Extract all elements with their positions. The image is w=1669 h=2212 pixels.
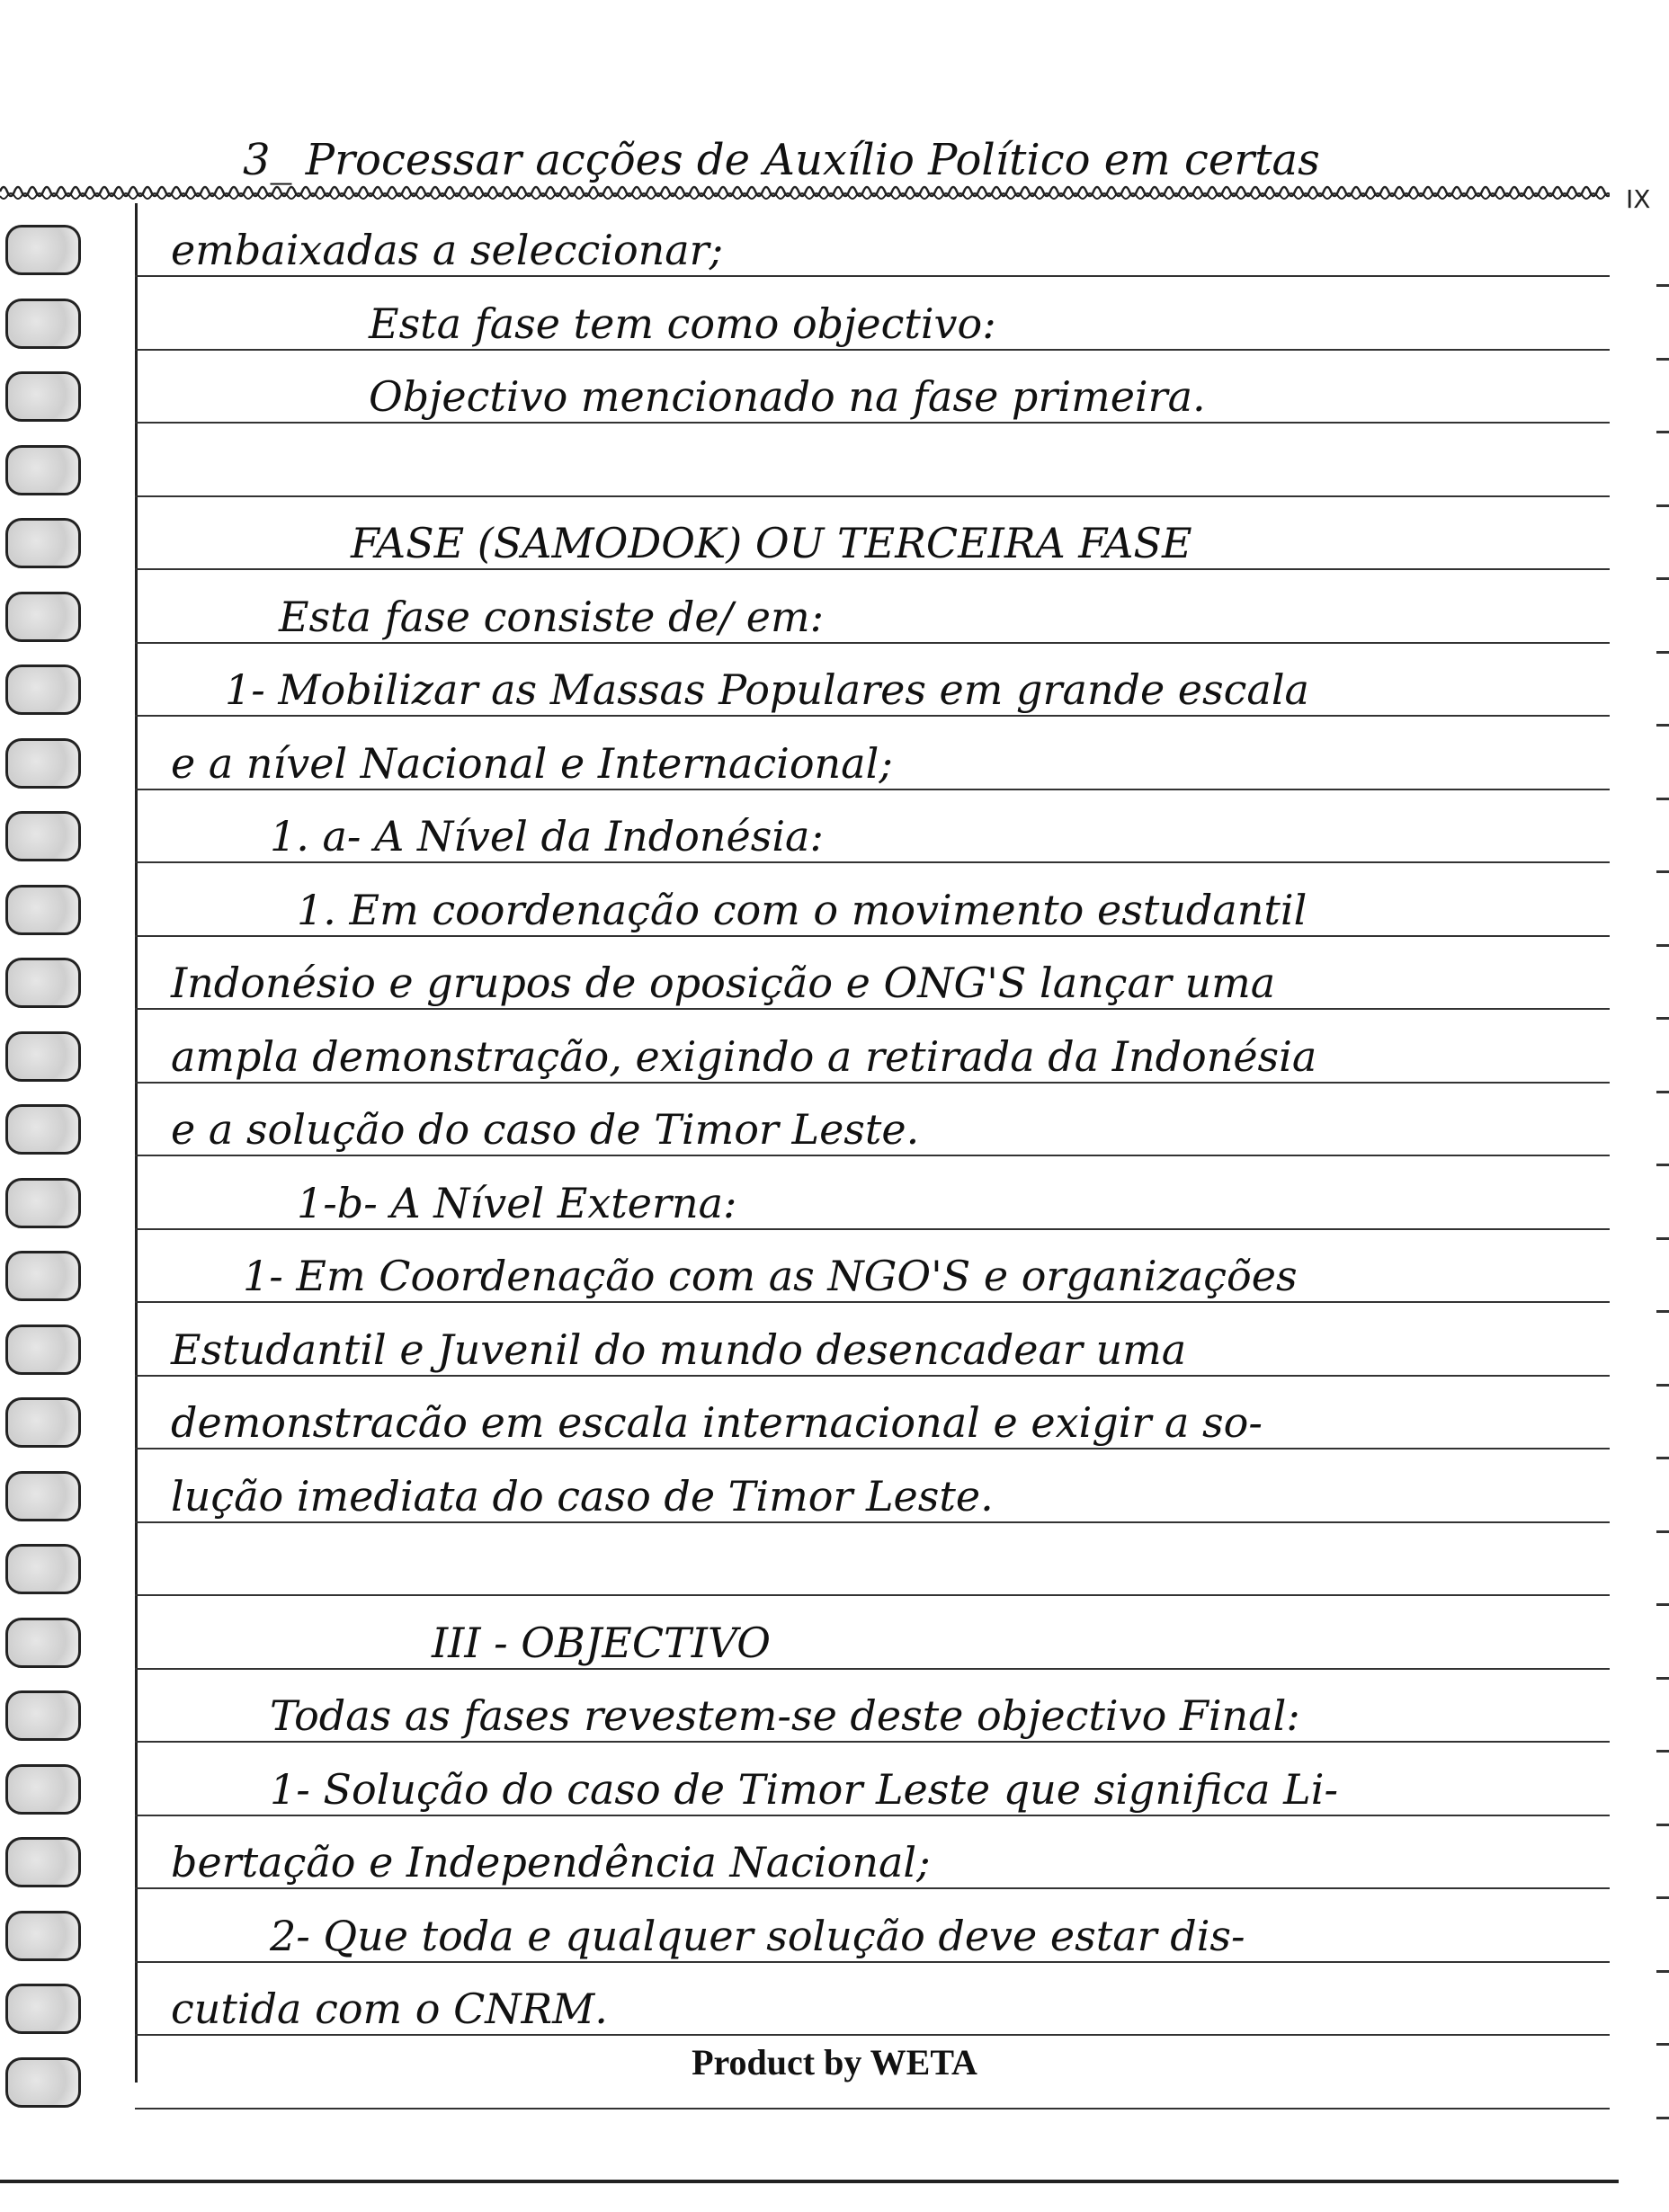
binding-hole xyxy=(5,1031,81,1082)
binding-hole xyxy=(5,445,81,495)
edge-dash xyxy=(1656,1530,1669,1533)
edge-dash xyxy=(1656,1164,1669,1166)
binding-hole xyxy=(5,738,81,789)
text-line: Esta fase tem como objectivo: xyxy=(369,299,996,348)
binding-hole xyxy=(5,958,81,1008)
binding-hole xyxy=(5,1544,81,1594)
ruled-line xyxy=(135,1668,1610,1670)
text-line: 2- Que toda e qualquer solução deve estar dis- xyxy=(270,1911,1245,1960)
text-line: e a solução do caso de Timor Leste. xyxy=(171,1105,920,1154)
edge-dash xyxy=(1656,1384,1669,1387)
edge-dash xyxy=(1656,284,1669,287)
ruled-line xyxy=(135,1594,1610,1596)
edge-dash xyxy=(1656,944,1669,947)
binding-hole xyxy=(5,371,81,422)
edge-dash xyxy=(1656,1017,1669,1020)
text-line: Objectivo mencionado na fase primeira. xyxy=(369,372,1206,421)
text-line: bertação e Independência Nacional; xyxy=(171,1838,931,1886)
binding-hole xyxy=(5,1397,81,1448)
bottom-edge-line xyxy=(0,2180,1619,2183)
edge-dash xyxy=(1656,1677,1669,1680)
text-line: 1-b- A Nível Externa: xyxy=(297,1178,737,1227)
text-line: Indonésio e grupos de oposição e ONG'S lançar uma xyxy=(171,959,1276,1007)
page-edge-mark: IX xyxy=(1626,184,1651,214)
wave-border xyxy=(0,180,1610,203)
edge-dash xyxy=(1656,1237,1669,1240)
edge-dash xyxy=(1656,798,1669,800)
binding-hole xyxy=(5,664,81,715)
edge-dash xyxy=(1656,1824,1669,1826)
binding-hole xyxy=(5,1618,81,1668)
edge-dash xyxy=(1656,431,1669,433)
binding-hole xyxy=(5,1178,81,1228)
footer-credit: Product by WETA xyxy=(692,2042,977,2083)
text-line: demonstracão em escala internacional e exigir a so- xyxy=(171,1398,1263,1447)
text-line: 1- Em Coordenação com as NGO'S e organizações xyxy=(243,1252,1298,1300)
edge-dash xyxy=(1656,2043,1669,2046)
binding-hole xyxy=(5,1911,81,1961)
ruled-line xyxy=(135,2108,1610,2109)
edge-dash xyxy=(1656,1310,1669,1313)
binding-hole xyxy=(5,885,81,935)
edge-dash xyxy=(1656,358,1669,361)
text-line: III - OBJECTIVO xyxy=(432,1618,772,1667)
binding-hole xyxy=(5,1690,81,1741)
text-line: Todas as fases revestem-se deste objectivo Final: xyxy=(270,1691,1300,1740)
edge-dash xyxy=(1656,1091,1669,1093)
edge-dash xyxy=(1656,1603,1669,1606)
binding-hole xyxy=(5,811,81,861)
binding-hole xyxy=(5,1325,81,1375)
text-line: ampla demonstração, exigindo a retirada da Indonésia xyxy=(171,1031,1317,1081)
edge-dash xyxy=(1656,1970,1669,1973)
text-line: lução imediata do caso de Timor Leste. xyxy=(171,1471,994,1521)
binding-hole xyxy=(5,1764,81,1815)
binding-hole xyxy=(5,1984,81,2034)
header-line: 3_ Processar acções de Auxílio Político em certas xyxy=(243,135,1320,185)
binding-holes xyxy=(0,207,90,2095)
edge-dash xyxy=(1656,1896,1669,1899)
text-line: e a nível Nacional e Internacional; xyxy=(171,738,893,788)
text-line: 1. Em coordenação com o movimento estudantil xyxy=(297,885,1308,934)
text-line: cutida com o CNRM. xyxy=(171,1985,608,2033)
edge-dash xyxy=(1656,1457,1669,1459)
edge-dash xyxy=(1656,2117,1669,2119)
ruled-line xyxy=(135,495,1610,497)
text-line: 1- Mobilizar as Massas Populares em grande escala xyxy=(225,665,1309,714)
text-line: Esta fase consiste de/ em: xyxy=(279,592,825,641)
edge-dash xyxy=(1656,651,1669,654)
edge-dash xyxy=(1656,1750,1669,1753)
text-line: FASE (SAMODOK) OU TERCEIRA FASE xyxy=(351,519,1192,567)
binding-hole xyxy=(5,1837,81,1887)
text-line: 1- Solução do caso de Timor Leste que significa Li- xyxy=(270,1764,1338,1814)
binding-hole xyxy=(5,1471,81,1521)
text-line: Estudantil e Juvenil do mundo desencadear uma xyxy=(171,1325,1187,1374)
edge-dash xyxy=(1656,724,1669,727)
binding-hole xyxy=(5,518,81,568)
binding-hole xyxy=(5,299,81,349)
binding-hole xyxy=(5,225,81,275)
edge-dash xyxy=(1656,870,1669,873)
binding-hole xyxy=(5,1104,81,1155)
edge-dash xyxy=(1656,504,1669,507)
text-line: 1. a- A Nível da Indonésia: xyxy=(270,812,824,861)
binding-hole xyxy=(5,1251,81,1301)
binding-hole xyxy=(5,592,81,642)
text-line: embaixadas a seleccionar; xyxy=(171,226,724,274)
edge-dash xyxy=(1656,577,1669,580)
